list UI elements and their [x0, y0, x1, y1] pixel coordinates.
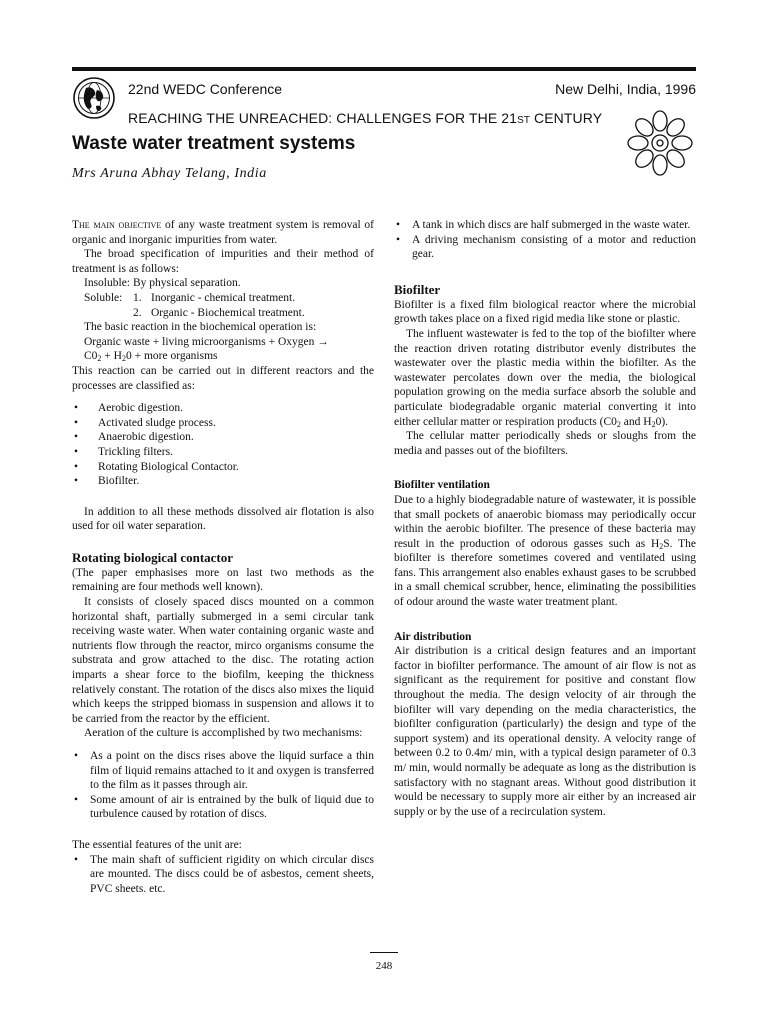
- aeration-intro: Aeration of the culture is accomplished by two mechanisms:: [84, 727, 363, 740]
- biofilter-p2-text: The influent wastewater is fed to the top of the biofilter where the reaction driven rotating distributor evenly distributes the wastewater over the plastic media within the biofilter. As the wastewater percolates down over the media, the biological population growing on the media surface absorb the soluble and particulate biodegradable organic material converting it into either cellular matter or respiration products (C0: [394, 327, 696, 428]
- soluble-key: Soluble:: [84, 291, 123, 304]
- soluble-row: [72, 291, 374, 306]
- air-distribution-heading: Air distribution: [394, 630, 472, 643]
- soluble-2: Organic - Biochemical treatment.: [151, 306, 305, 319]
- conference-location: New Delhi, India, 1996: [555, 81, 696, 97]
- intro-rest: of any waste treatment system is removal of organic and inorganic impurities from water.: [72, 219, 374, 246]
- list-item: • The main shaft of sufficient rigidity on which circular discs are mounted. The discs could be of asbestos, cement sheets, PVC sheets. etc.: [72, 853, 374, 897]
- wedc-globe-logo: [72, 76, 116, 120]
- reaction-line-2: [72, 349, 374, 364]
- list-item: • Some amount of air is entrained by the bulk of liquid due to turbulence caused by rotation of discs.: [72, 793, 374, 822]
- theme-superscript: ST: [517, 115, 531, 126]
- intro-paragraph: [72, 218, 374, 247]
- footer-rule: [370, 952, 398, 953]
- biofilter-paragraph-3: The cellular matter periodically sheds or sloughs from the media and passes out of the biofilters.: [394, 430, 696, 457]
- reaction-plus-h: + H: [101, 350, 122, 363]
- ventilation-sub: 2: [659, 541, 664, 551]
- theme-main: REACHING THE UNREACHED: CHALLENGES FOR THE 21: [128, 110, 518, 126]
- flower-emblem-icon: [624, 107, 696, 179]
- spec-paragraph: The broad specification of impurities and their method of treatment is as follows:: [72, 248, 374, 275]
- header-rule: [72, 67, 696, 71]
- page-number: 248: [375, 960, 393, 972]
- list-item: • A driving mechanism consisting of a motor and reduction gear.: [394, 233, 696, 262]
- list-item: • A tank in which discs are half submerged in the waste water.: [394, 218, 696, 233]
- biofilter-sub-2: 2: [651, 419, 656, 429]
- list-item: • As a point on the discs rises above the liquid surface a thin film of liquid remains attached to it and oxygen is transferred to the film as it passes through air.: [72, 749, 374, 793]
- biofilter-paragraph-2: [394, 327, 696, 429]
- insoluble-row: [72, 276, 374, 291]
- ventilation-heading: Biofilter ventilation: [394, 479, 490, 492]
- right-column: [394, 218, 696, 819]
- paper-author: Mrs Aruna Abhay Telang, India: [72, 166, 267, 181]
- soluble-1-num: 1.: [133, 291, 142, 304]
- theme-end: CENTURY: [530, 110, 603, 126]
- soluble-row-2: [72, 306, 374, 321]
- insoluble-key: Insoluble:: [84, 277, 130, 290]
- reaction-sub-1: 2: [97, 354, 102, 364]
- rbc-paragraph: It consists of closely spaced discs mounted on a common horizontal shaft, partially submerged in a semi circular tank receiving waste water. When water containing organic waste and nutrients flow through the reactor, mirco organisms consume the substrata and grow attached to the disc. The rotating action imparts a shear force to the biofilm, keeping the thickness relatively constant. The rotation of the discs also mixes the liquid which keeps the stripped biomass in suspension and allows it to be carried from the reactor by the efficient.: [72, 596, 374, 725]
- paper-title: Waste water treatment systems: [72, 133, 356, 154]
- intro-lead: The main objective: [72, 219, 162, 231]
- rbc-note: (The paper emphasises more on last two methods as the remaining are four methods well known).: [72, 566, 374, 594]
- process-list: [72, 401, 374, 489]
- biofilter-sub-1: 2: [616, 419, 621, 429]
- conference-name: 22nd WEDC Conference: [128, 81, 283, 97]
- processes-intro: This reaction can be carried out in different reactors and the processes are classified as:: [72, 364, 374, 392]
- biofilter-p2-end: 0).: [655, 415, 669, 428]
- biofilter-paragraph-1: Biofilter is a fixed film biological reactor where the microbial growth takes place on a fixed rigid media like stone or plastic.: [394, 298, 696, 326]
- rbc-heading: Rotating biological contactor: [72, 549, 234, 565]
- insoluble-value: By physical separation.: [133, 277, 241, 290]
- reaction-sub-2: 2: [121, 354, 126, 364]
- soluble-1: Inorganic - chemical treatment.: [151, 291, 296, 304]
- dissolved-air-paragraph: In addition to all these methods dissolved air flotation is also used for oil water separation.: [72, 505, 374, 533]
- features-list: [72, 853, 374, 897]
- ventilation-paragraph: [394, 493, 696, 610]
- reaction-line-1: Organic waste + living microorganisms + Oxygen →: [84, 335, 329, 348]
- reaction-intro: The basic reaction in the biochemical operation is:: [84, 321, 317, 334]
- reaction-co2: C0: [84, 350, 98, 363]
- biofilter-p2-and: and H: [620, 415, 652, 428]
- ventilation-text: Due to a highly biodegradable nature of wastewater, it is possible that small pockets of anaerobic biomass may periodically occur within the aerobic biofilter. The presence of these bacteria may result in the production of odorous gasses such as H: [394, 493, 696, 550]
- list-item: • Biofilter.: [72, 474, 374, 489]
- features-intro: The essential features of the unit are:: [72, 838, 242, 851]
- list-item: • Rotating Biological Contactor.: [72, 460, 374, 475]
- list-item: • Activated sludge process.: [72, 416, 374, 431]
- list-item: • Trickling filters.: [72, 445, 374, 460]
- list-item: • Anaerobic digestion.: [72, 430, 374, 445]
- ventilation-text-end: S. The biofilter is therefore sometimes covered and ventilated using fans. This arrangement also enables exhaust gases to be scrubbed in a small chemical scrubber, hence, eliminating the possibilities of odour around the waste water treatment plant.: [394, 537, 696, 609]
- reaction-rest: 0 + more organisms: [125, 350, 218, 363]
- features-list-continued: [394, 218, 696, 262]
- soluble-2-num: 2.: [133, 306, 142, 319]
- left-column: [72, 218, 374, 896]
- aeration-list: [72, 749, 374, 822]
- list-item: • Aerobic digestion.: [72, 401, 374, 416]
- air-distribution-paragraph: Air distribution is a critical design features and an important factor in biofilter performance. The amount of air flow is not as significant as the requirement for positive and constant flow throughout the media. The design velocity of air through the biofilter will vary depending on the media characteristics, the biofilter configuration (particularly) the design and type of the support system) and its operational density. A velocity range of between 0.2 to 0.4m/ min, with a typical design parameter of 0.3 m/ min, would normally be adequate as long as the distribution is satisfactory with no stagnant areas. Without good distribution it would be necessary to supply more air either by an increased air supply or by the use of a recirculation system.: [394, 645, 696, 818]
- conference-theme: [128, 110, 602, 126]
- biofilter-heading: Biofilter: [394, 281, 441, 297]
